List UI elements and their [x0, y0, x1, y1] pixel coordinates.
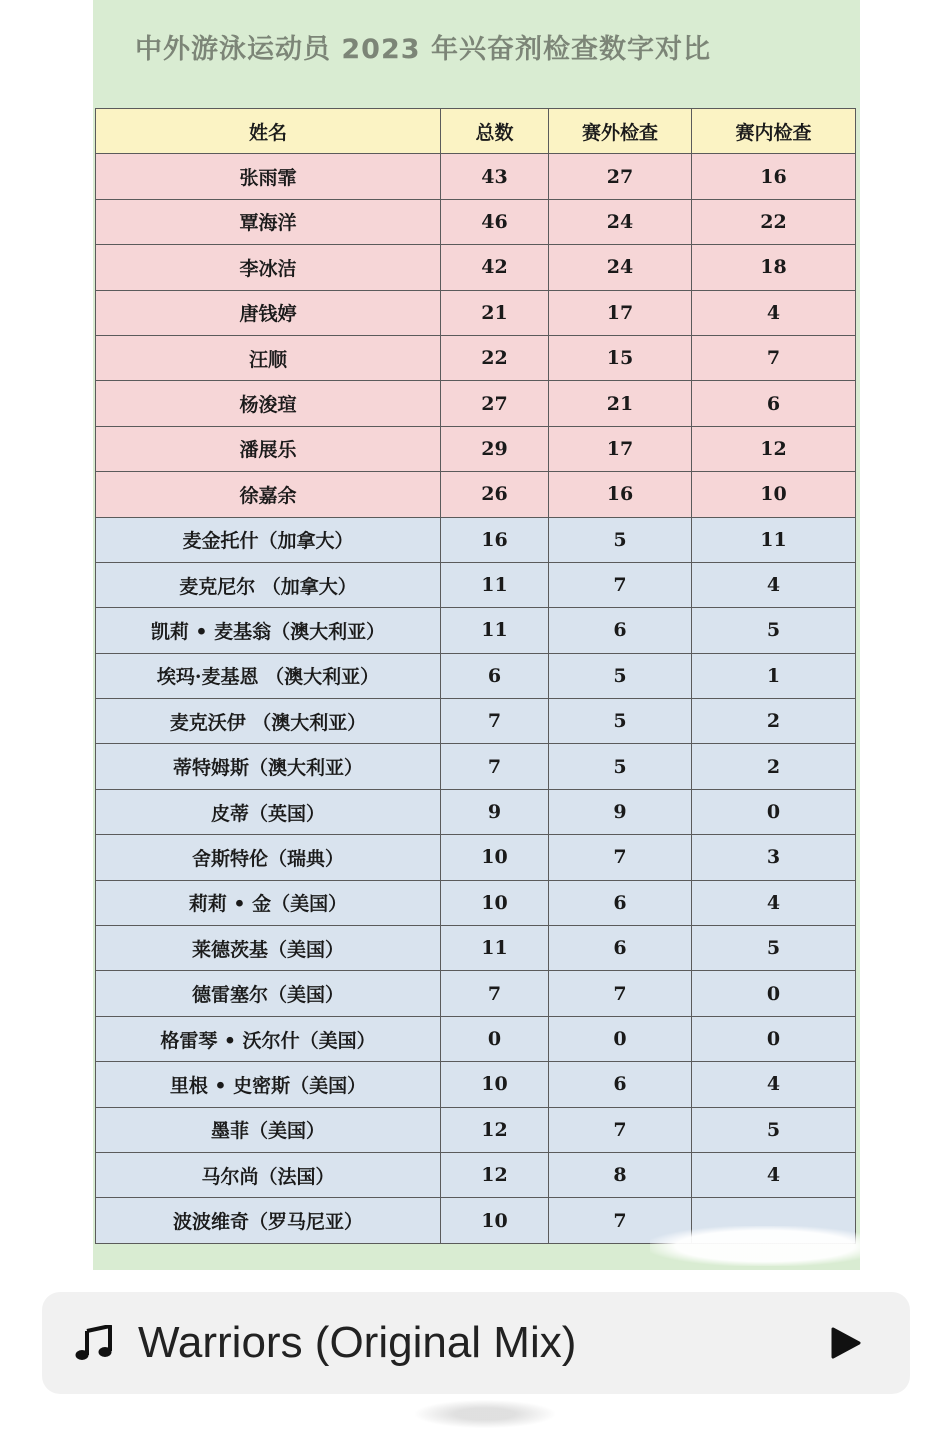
in-competition-cell: 5 [692, 926, 856, 971]
athlete-name-cell: 潘展乐 [96, 426, 441, 471]
table-row [96, 245, 856, 290]
out-of-competition-cell: 9 [549, 789, 692, 834]
in-competition-cell: 12 [692, 426, 856, 471]
table-row [96, 199, 856, 244]
doping-test-table [95, 108, 856, 1244]
in-competition-cell: 7 [692, 335, 856, 380]
athlete-name-cell: 皮蒂（英国） [96, 789, 441, 834]
athlete-name-cell: 波波维奇（罗马尼亚） [96, 1198, 441, 1243]
total-cell: 10 [441, 1062, 549, 1107]
out-of-competition-cell: 5 [549, 653, 692, 698]
table-header-row [96, 109, 856, 154]
out-of-competition-cell: 7 [549, 971, 692, 1016]
out-of-competition-cell: 8 [549, 1152, 692, 1197]
header-in-competition: 赛内检查 [692, 109, 856, 154]
athlete-name-cell: 里根 • 史密斯（美国） [96, 1062, 441, 1107]
table-row [96, 744, 856, 789]
out-of-competition-cell: 6 [549, 608, 692, 653]
athlete-name-cell: 德雷塞尔（美国） [96, 971, 441, 1016]
in-competition-cell: 10 [692, 472, 856, 517]
athlete-name-cell: 麦金托什（加拿大） [96, 517, 441, 562]
total-cell: 7 [441, 971, 549, 1016]
watermark [415, 1400, 555, 1428]
table-row [96, 562, 856, 607]
in-competition-cell: 5 [692, 608, 856, 653]
table-row [96, 608, 856, 653]
out-of-competition-cell: 15 [549, 335, 692, 380]
out-of-competition-cell: 17 [549, 290, 692, 335]
table-row [96, 1107, 856, 1152]
header-name: 姓名 [96, 109, 441, 154]
table-row [96, 517, 856, 562]
track-title: Warriors (Original Mix) [138, 1318, 577, 1367]
athlete-name-cell: 格雷琴 • 沃尔什（美国） [96, 1016, 441, 1061]
athlete-name-cell: 埃玛·麦基恩 （澳大利亚） [96, 653, 441, 698]
header-total: 总数 [441, 109, 549, 154]
athlete-name-cell: 唐钱婷 [96, 290, 441, 335]
table-row [96, 835, 856, 880]
in-competition-cell: 0 [692, 971, 856, 1016]
table-row [96, 653, 856, 698]
athlete-name-cell: 马尔尚（法国） [96, 1152, 441, 1197]
out-of-competition-cell: 21 [549, 381, 692, 426]
total-cell: 46 [441, 199, 549, 244]
out-of-competition-cell: 6 [549, 880, 692, 925]
table-row [96, 290, 856, 335]
out-of-competition-cell: 5 [549, 744, 692, 789]
in-competition-cell: 4 [692, 290, 856, 335]
table-row [96, 971, 856, 1016]
music-note-icon [74, 1325, 114, 1361]
total-cell: 26 [441, 472, 549, 517]
total-cell: 11 [441, 926, 549, 971]
out-of-competition-cell: 7 [549, 1107, 692, 1152]
out-of-competition-cell: 5 [549, 517, 692, 562]
out-of-competition-cell: 6 [549, 926, 692, 971]
header-out-of-competition: 赛外检查 [549, 109, 692, 154]
table-row [96, 426, 856, 471]
athlete-name-cell: 张雨霏 [96, 154, 441, 199]
in-competition-cell: 0 [692, 789, 856, 834]
athlete-name-cell: 覃海洋 [96, 199, 441, 244]
athlete-name-cell: 李冰洁 [96, 245, 441, 290]
total-cell: 10 [441, 835, 549, 880]
out-of-competition-cell: 7 [549, 835, 692, 880]
table-row [96, 472, 856, 517]
total-cell: 27 [441, 381, 549, 426]
athlete-name-cell: 杨浚瑄 [96, 381, 441, 426]
total-cell: 11 [441, 608, 549, 653]
total-cell: 12 [441, 1107, 549, 1152]
athlete-name-cell: 舍斯特伦（瑞典） [96, 835, 441, 880]
in-competition-cell: 0 [692, 1016, 856, 1061]
total-cell: 7 [441, 744, 549, 789]
athlete-name-cell: 凯莉 • 麦基翁（澳大利亚） [96, 608, 441, 653]
table-row [96, 926, 856, 971]
table-row [96, 1152, 856, 1197]
athlete-name-cell: 蒂特姆斯（澳大利亚） [96, 744, 441, 789]
total-cell: 22 [441, 335, 549, 380]
out-of-competition-cell: 7 [549, 1198, 692, 1243]
total-cell: 6 [441, 653, 549, 698]
out-of-competition-cell: 7 [549, 562, 692, 607]
table-row [96, 1062, 856, 1107]
in-competition-cell: 18 [692, 245, 856, 290]
total-cell: 29 [441, 426, 549, 471]
in-competition-cell: 5 [692, 1107, 856, 1152]
play-icon[interactable] [828, 1326, 862, 1360]
out-of-competition-cell: 5 [549, 699, 692, 744]
in-competition-cell: 4 [692, 1152, 856, 1197]
table-row [96, 335, 856, 380]
athlete-name-cell: 莉莉 • 金（美国） [96, 880, 441, 925]
out-of-competition-cell: 17 [549, 426, 692, 471]
total-cell: 11 [441, 562, 549, 607]
out-of-competition-cell: 24 [549, 245, 692, 290]
total-cell: 9 [441, 789, 549, 834]
total-cell: 10 [441, 1198, 549, 1243]
in-competition-cell: 2 [692, 699, 856, 744]
total-cell: 10 [441, 880, 549, 925]
in-competition-cell: 1 [692, 653, 856, 698]
athlete-name-cell: 麦克沃伊 （澳大利亚） [96, 699, 441, 744]
total-cell: 21 [441, 290, 549, 335]
blur-overlay [650, 1226, 880, 1266]
athlete-name-cell: 墨菲（美国） [96, 1107, 441, 1152]
total-cell: 12 [441, 1152, 549, 1197]
athlete-name-cell: 汪顺 [96, 335, 441, 380]
table-row [96, 789, 856, 834]
table-row [96, 699, 856, 744]
in-competition-cell: 11 [692, 517, 856, 562]
athlete-name-cell: 徐嘉余 [96, 472, 441, 517]
out-of-competition-cell: 16 [549, 472, 692, 517]
in-competition-cell: 16 [692, 154, 856, 199]
total-cell: 16 [441, 517, 549, 562]
in-competition-cell: 4 [692, 880, 856, 925]
out-of-competition-cell: 24 [549, 199, 692, 244]
athlete-name-cell: 麦克尼尔 （加拿大） [96, 562, 441, 607]
out-of-competition-cell: 27 [549, 154, 692, 199]
music-player-bar[interactable] [42, 1292, 910, 1394]
athlete-name-cell: 莱德茨基（美国） [96, 926, 441, 971]
in-competition-cell: 4 [692, 562, 856, 607]
total-cell: 7 [441, 699, 549, 744]
total-cell: 0 [441, 1016, 549, 1061]
total-cell: 42 [441, 245, 549, 290]
page-title: 中外游泳运动员 2023 年兴奋剂检查数字对比 [135, 34, 711, 65]
out-of-competition-cell: 0 [549, 1016, 692, 1061]
in-competition-cell: 2 [692, 744, 856, 789]
in-competition-cell: 22 [692, 199, 856, 244]
in-competition-cell: 6 [692, 381, 856, 426]
in-competition-cell: 4 [692, 1062, 856, 1107]
total-cell: 43 [441, 154, 549, 199]
out-of-competition-cell: 6 [549, 1062, 692, 1107]
table-row [96, 154, 856, 199]
table-row [96, 381, 856, 426]
in-competition-cell: 3 [692, 835, 856, 880]
table-row [96, 1016, 856, 1061]
table-row [96, 880, 856, 925]
